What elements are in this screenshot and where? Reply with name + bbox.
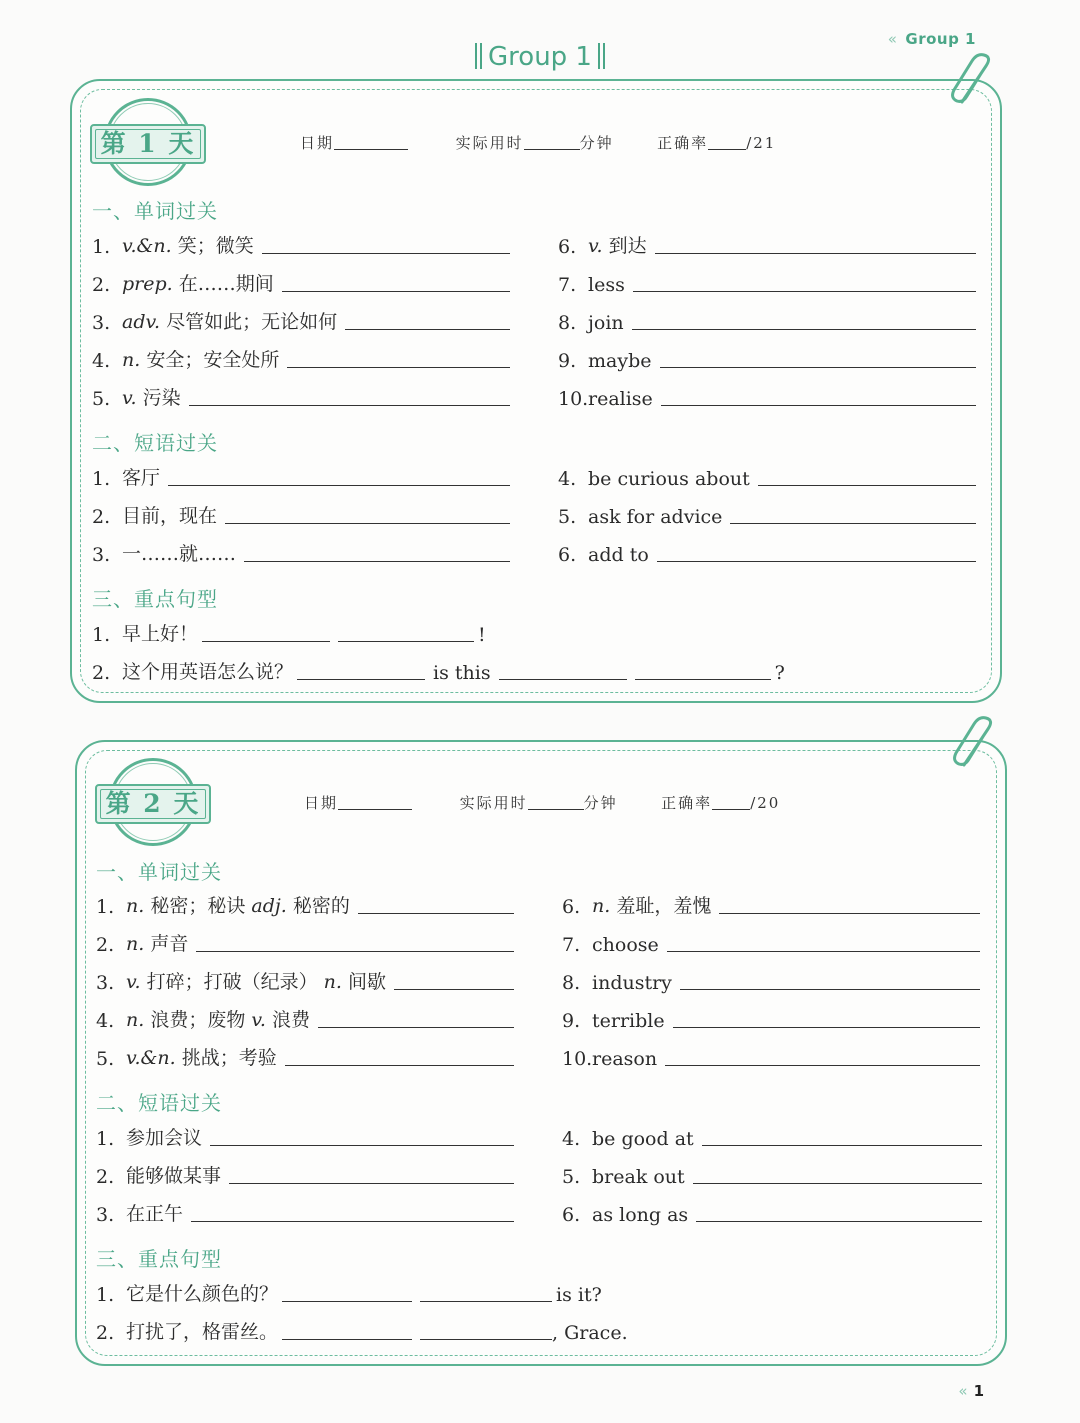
answer-blank[interactable] xyxy=(719,913,980,914)
accuracy-total: /20 xyxy=(750,794,781,812)
word-item: 8. join xyxy=(558,308,976,334)
word-item: 5. v. 污染 xyxy=(92,384,510,410)
phrase-item: 5. break out xyxy=(562,1162,982,1188)
answer-blank[interactable] xyxy=(168,485,510,486)
accuracy-blank[interactable] xyxy=(712,795,750,810)
answer-blank[interactable] xyxy=(730,523,976,524)
answer-blank[interactable] xyxy=(338,641,474,642)
paperclip-icon xyxy=(948,52,998,110)
answer-blank[interactable] xyxy=(693,1183,982,1184)
phrase-item: 3. 一……就…… xyxy=(92,540,510,566)
answer-blank[interactable] xyxy=(210,1145,514,1146)
running-header-label: Group 1 xyxy=(905,30,976,48)
answer-blank[interactable] xyxy=(655,253,976,254)
answer-blank[interactable] xyxy=(262,253,510,254)
time-label: 实际用时 xyxy=(459,794,528,812)
answer-blank[interactable] xyxy=(345,329,510,330)
answer-blank[interactable] xyxy=(702,1145,982,1146)
word-item: 10. realise xyxy=(558,384,976,410)
phrase-item: 6. as long as xyxy=(562,1200,982,1226)
date-label: 日期 xyxy=(304,794,339,812)
phrase-item: 2. 能够做某事 xyxy=(96,1162,514,1188)
answer-blank[interactable] xyxy=(287,367,510,368)
answer-blank[interactable] xyxy=(696,1221,982,1222)
answer-blank[interactable] xyxy=(633,291,976,292)
phrase-item: 2. 目前，现在 xyxy=(92,502,510,528)
word-item: 7. choose xyxy=(562,930,980,956)
group-title xyxy=(0,42,1080,72)
answer-blank[interactable] xyxy=(282,1301,412,1302)
sentence-item: 2. 打扰了，格雷丝。 , Grace. xyxy=(96,1321,628,1344)
answer-blank[interactable] xyxy=(318,1027,514,1028)
accuracy-total: /21 xyxy=(746,134,777,152)
answer-blank[interactable] xyxy=(191,1221,514,1222)
answer-blank[interactable] xyxy=(196,951,514,952)
time-unit: 分钟 xyxy=(583,794,618,812)
date-blank[interactable] xyxy=(334,135,408,150)
answer-blank[interactable] xyxy=(225,523,510,524)
word-item: 2. prep. 在……期间 xyxy=(92,270,510,296)
day-1-badge xyxy=(90,98,210,190)
answer-blank[interactable] xyxy=(229,1183,514,1184)
phrase-item: 5. ask for advice xyxy=(558,502,976,528)
word-item: 10. reason xyxy=(562,1044,980,1070)
section-title-sentences: 三、重点句型 xyxy=(96,1247,222,1271)
day-2-badge xyxy=(95,758,215,850)
date-blank[interactable] xyxy=(338,795,412,810)
answer-blank[interactable] xyxy=(680,989,980,990)
sentence-item: 1. 早上好！ ! xyxy=(92,623,486,646)
phrase-item: 4. be curious about xyxy=(558,464,976,490)
word-item: 4. n. 浪费；废物 v. 浪费 xyxy=(96,1006,514,1032)
page-number-value: 1 xyxy=(973,1382,984,1400)
double-bar-left-icon xyxy=(475,43,482,69)
sentence-item: 2. 这个用英语怎么说？ is this ? xyxy=(92,661,785,684)
section-title-phrases: 二、短语过关 xyxy=(96,1091,222,1115)
word-item: 1. n. 秘密；秘诀 adj. 秘密的 xyxy=(96,892,514,918)
day-2-badge-label: 第 2 天 xyxy=(105,789,201,818)
accuracy-label: 正确率 xyxy=(661,794,713,812)
phrase-item: 1. 参加会议 xyxy=(96,1124,514,1150)
phrase-item: 1. 客厅 xyxy=(92,464,510,490)
answer-blank[interactable] xyxy=(661,405,976,406)
paperclip-icon xyxy=(950,715,1000,773)
word-item: 3. v. 打碎；打破（纪录） n. 间歇 xyxy=(96,968,514,994)
answer-blank[interactable] xyxy=(189,405,510,406)
double-bar-right-icon xyxy=(598,43,605,69)
sentence-item: 1. 它是什么颜色的？ is it? xyxy=(96,1283,602,1306)
time-blank[interactable] xyxy=(528,795,584,810)
date-label: 日期 xyxy=(300,134,335,152)
answer-blank[interactable] xyxy=(297,679,425,680)
answer-blank[interactable] xyxy=(667,951,980,952)
answer-blank[interactable] xyxy=(758,485,976,486)
word-item: 2. n. 声音 xyxy=(96,930,514,956)
answer-blank[interactable] xyxy=(635,679,771,680)
section-title-phrases: 二、短语过关 xyxy=(92,431,218,455)
answer-blank[interactable] xyxy=(673,1027,980,1028)
phrase-item: 4. be good at xyxy=(562,1124,982,1150)
page-number xyxy=(958,1382,984,1400)
accuracy-blank[interactable] xyxy=(708,135,746,150)
answer-blank[interactable] xyxy=(285,1065,514,1066)
word-item: 4. n. 安全；安全处所 xyxy=(92,346,510,372)
answer-blank[interactable] xyxy=(499,679,627,680)
answer-blank[interactable] xyxy=(282,291,510,292)
double-chevron-left-icon: « xyxy=(958,1382,968,1400)
section-title-words: 一、单词过关 xyxy=(92,199,218,223)
word-item: 9. terrible xyxy=(562,1006,980,1032)
answer-blank[interactable] xyxy=(394,989,514,990)
day-1-badge-label: 第 1 天 xyxy=(100,129,196,158)
word-item: 8. industry xyxy=(562,968,980,994)
accuracy-label: 正确率 xyxy=(657,134,709,152)
time-unit: 分钟 xyxy=(579,134,614,152)
answer-blank[interactable] xyxy=(420,1339,552,1340)
answer-blank[interactable] xyxy=(244,561,510,562)
answer-blank[interactable] xyxy=(660,367,977,368)
word-item: 5. v.&n. 挑战；考验 xyxy=(96,1044,514,1070)
group-title-text: Group 1 xyxy=(488,42,592,72)
answer-blank[interactable] xyxy=(657,561,976,562)
word-item: 3. adv. 尽管如此；无论如何 xyxy=(92,308,510,334)
word-item: 6. n. 羞耻，羞愧 xyxy=(562,892,980,918)
answer-blank[interactable] xyxy=(282,1339,412,1340)
word-item: 6. v. 到达 xyxy=(558,232,976,258)
answer-blank[interactable] xyxy=(665,1065,980,1066)
word-item: 1. v.&n. 笑；微笑 xyxy=(92,232,510,258)
answer-blank[interactable] xyxy=(358,913,514,914)
phrase-item: 3. 在正午 xyxy=(96,1200,514,1226)
double-chevron-left-icon: « xyxy=(887,30,898,48)
day-2-meta xyxy=(304,792,780,813)
word-item: 9. maybe xyxy=(558,346,976,372)
section-title-words: 一、单词过关 xyxy=(96,860,222,884)
section-title-sentences: 三、重点句型 xyxy=(92,587,218,611)
answer-blank[interactable] xyxy=(632,329,976,330)
answer-blank[interactable] xyxy=(420,1301,552,1302)
word-item: 7. less xyxy=(558,270,976,296)
time-blank[interactable] xyxy=(524,135,580,150)
time-label: 实际用时 xyxy=(455,134,524,152)
day-1-meta xyxy=(300,132,776,153)
phrase-item: 6. add to xyxy=(558,540,976,566)
answer-blank[interactable] xyxy=(202,641,330,642)
